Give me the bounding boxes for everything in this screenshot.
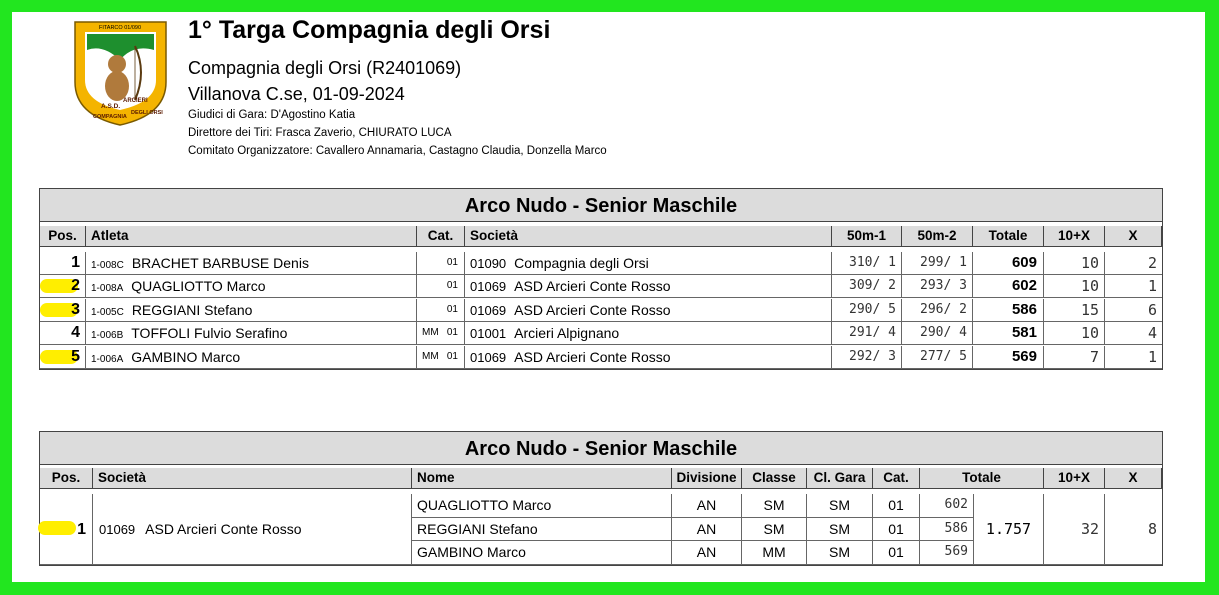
category-cell: [417, 299, 465, 322]
club-code: 01069: [470, 279, 507, 295]
member-race-class: SM: [807, 541, 873, 565]
distance2-score: 290/ 4: [902, 322, 973, 345]
target-code: 1-005C: [91, 306, 124, 318]
athlete-cell: [86, 252, 417, 275]
club-cell: [465, 252, 832, 275]
target-code: 1-008C: [91, 260, 124, 271]
position-number: 3: [40, 299, 86, 322]
svg-text:A.S.D.: A.S.D.: [101, 103, 121, 110]
club-code: 01090: [470, 256, 507, 271]
individual-col-pos: Pos.: [40, 226, 86, 247]
category-cell: [417, 275, 465, 298]
individual-caption: Arco Nudo - Senior Maschile: [40, 189, 1162, 222]
x-count: 2: [1105, 252, 1162, 275]
distance2-score: 277/ 5: [902, 346, 973, 369]
athlete-name: REGGIANI Stefano: [131, 301, 253, 318]
team-col-x: X: [1105, 468, 1162, 489]
x-count: 1: [1105, 346, 1162, 369]
place-date: Villanova C.se, 01-09-2024: [188, 84, 405, 104]
tens-x-count: 10: [1044, 322, 1105, 345]
category-code: 01: [446, 280, 458, 292]
master-marker: MM: [422, 327, 439, 339]
club-name: ASD Arcieri Conte Rosso: [514, 301, 671, 318]
team-col-cat: Cat.: [873, 468, 920, 489]
athlete-name: GAMBINO Marco: [131, 348, 241, 365]
club-name: ASD Arcieri Conte Rosso: [514, 278, 671, 295]
category-cell: [417, 252, 465, 275]
team-col-tenx: 10+X: [1044, 468, 1105, 489]
judges: Giudici di Gara: D'Agostino Katia: [188, 109, 356, 121]
master-marker: MM: [422, 350, 439, 362]
svg-text:COMPAGNIA: COMPAGNIA: [93, 114, 127, 120]
club-logo: [73, 20, 168, 127]
team-col-class: Classe: [742, 468, 807, 489]
team-total: 1.757: [974, 494, 1044, 565]
club-code: 01069: [470, 349, 507, 365]
member-category: 01: [873, 518, 920, 542]
event-title: 1° Targa Compagnia degli Orsi: [188, 16, 551, 44]
team-col-pos: Pos.: [40, 468, 93, 489]
target-code: 1-006A: [91, 353, 124, 365]
tens-x-count: 10: [1044, 275, 1105, 298]
category-code: 01: [446, 303, 458, 315]
athlete-cell: [86, 275, 417, 298]
distance1-score: 290/ 5: [832, 299, 902, 322]
category-code: 01: [446, 257, 458, 268]
total-score: 609: [973, 252, 1044, 275]
logo-text-top: FITARCO 01/090: [98, 25, 142, 31]
club-code: 01069: [470, 302, 507, 318]
member-name: GAMBINO Marco: [412, 541, 672, 565]
category-cell: [417, 322, 465, 345]
athlete-cell: [86, 346, 417, 369]
distance2-score: 299/ 1: [902, 252, 973, 275]
individual-col-cat: Cat.: [417, 226, 465, 247]
position-number: 4: [40, 322, 86, 345]
individual-col-athlete: Atleta: [86, 226, 417, 247]
target-code: 1-008A: [91, 283, 124, 295]
individual-col-d1: 50m-1: [832, 226, 902, 247]
member-division: AN: [672, 541, 742, 565]
total-score: 569: [973, 346, 1044, 369]
team-col-race_class: Cl. Gara: [807, 468, 873, 489]
club-cell: [465, 322, 832, 345]
distance1-score: 291/ 4: [832, 322, 902, 345]
category-cell: [417, 346, 465, 369]
distance2-score: 293/ 3: [902, 275, 973, 298]
member-category: 01: [873, 494, 920, 518]
member-class: MM: [742, 541, 807, 565]
team-col-club: Società: [93, 468, 412, 489]
individual-col-total: Totale: [973, 226, 1044, 247]
organizer: Compagnia degli Orsi (R2401069): [188, 58, 462, 78]
member-category: 01: [873, 541, 920, 565]
category-code: 01: [446, 327, 458, 339]
tens-x-count: 15: [1044, 299, 1105, 322]
club-cell: [465, 275, 832, 298]
member-score: 602: [920, 494, 974, 518]
member-score: 586: [920, 518, 974, 542]
athlete-cell: [86, 299, 417, 322]
x-count: 1: [1105, 275, 1162, 298]
directors: Direttore dei Tiri: Frasca Zaverio, CHIURATO LUCA: [188, 127, 452, 139]
member-race-class: SM: [807, 518, 873, 542]
tens-x-count: 10: [1044, 252, 1105, 275]
team-x: 8: [1105, 494, 1162, 565]
team-col-name: Nome: [412, 468, 672, 489]
target-code: 1-006B: [91, 330, 124, 342]
member-name: REGGIANI Stefano: [412, 518, 672, 542]
member-name: QUAGLIOTTO Marco: [412, 494, 672, 518]
tens-x-count: 7: [1044, 346, 1105, 369]
individual-col-tenx: 10+X: [1044, 226, 1105, 247]
team-col-total: Totale: [920, 468, 1044, 489]
athlete-name: TOFFOLI Fulvio Serafino: [131, 325, 288, 342]
club-name: Compagnia degli Orsi: [514, 255, 649, 271]
team-club-code: 01069: [99, 522, 136, 537]
club-name: Arcieri Alpignano: [514, 325, 620, 342]
distance1-score: 309/ 2: [832, 275, 902, 298]
individual-col-x: X: [1105, 226, 1162, 247]
team-col-division: Divisione: [672, 468, 742, 489]
team-position: 1: [40, 494, 93, 565]
committee: Comitato Organizzatore: Cavallero Annamaria, Castagno Claudia, Donzella Marco: [188, 145, 607, 157]
club-cell: [465, 299, 832, 322]
total-score: 602: [973, 275, 1044, 298]
athlete-name: QUAGLIOTTO Marco: [131, 278, 266, 295]
member-race-class: SM: [807, 494, 873, 518]
position-number: 1: [40, 252, 86, 275]
athlete-name: BRACHET BARBUSE Denis: [131, 255, 309, 271]
position-number: 2: [40, 275, 86, 298]
distance1-score: 292/ 3: [832, 346, 902, 369]
club-code: 01001: [470, 326, 507, 342]
category-code: 01: [446, 350, 458, 362]
x-count: 6: [1105, 299, 1162, 322]
member-division: AN: [672, 494, 742, 518]
member-division: AN: [672, 518, 742, 542]
club-cell: [465, 346, 832, 369]
svg-text:DEGLI ORSI: DEGLI ORSI: [131, 110, 163, 116]
svg-text:ARCIERI: ARCIERI: [123, 98, 148, 104]
individual-col-d2: 50m-2: [902, 226, 973, 247]
athlete-cell: [86, 322, 417, 345]
team-tens-x: 32: [1044, 494, 1105, 565]
distance1-score: 310/ 1: [832, 252, 902, 275]
x-count: 4: [1105, 322, 1162, 345]
team-caption: Arco Nudo - Senior Maschile: [40, 432, 1162, 465]
team-club-name: ASD Arcieri Conte Rosso: [145, 521, 302, 537]
distance2-score: 296/ 2: [902, 299, 973, 322]
individual-col-club: Società: [465, 226, 832, 247]
total-score: 581: [973, 322, 1044, 345]
position-number: 5: [40, 346, 86, 369]
member-class: SM: [742, 518, 807, 542]
total-score: 586: [973, 299, 1044, 322]
team-club-cell: [93, 494, 412, 565]
club-name: ASD Arcieri Conte Rosso: [514, 348, 671, 365]
member-score: 569: [920, 541, 974, 565]
member-class: SM: [742, 494, 807, 518]
